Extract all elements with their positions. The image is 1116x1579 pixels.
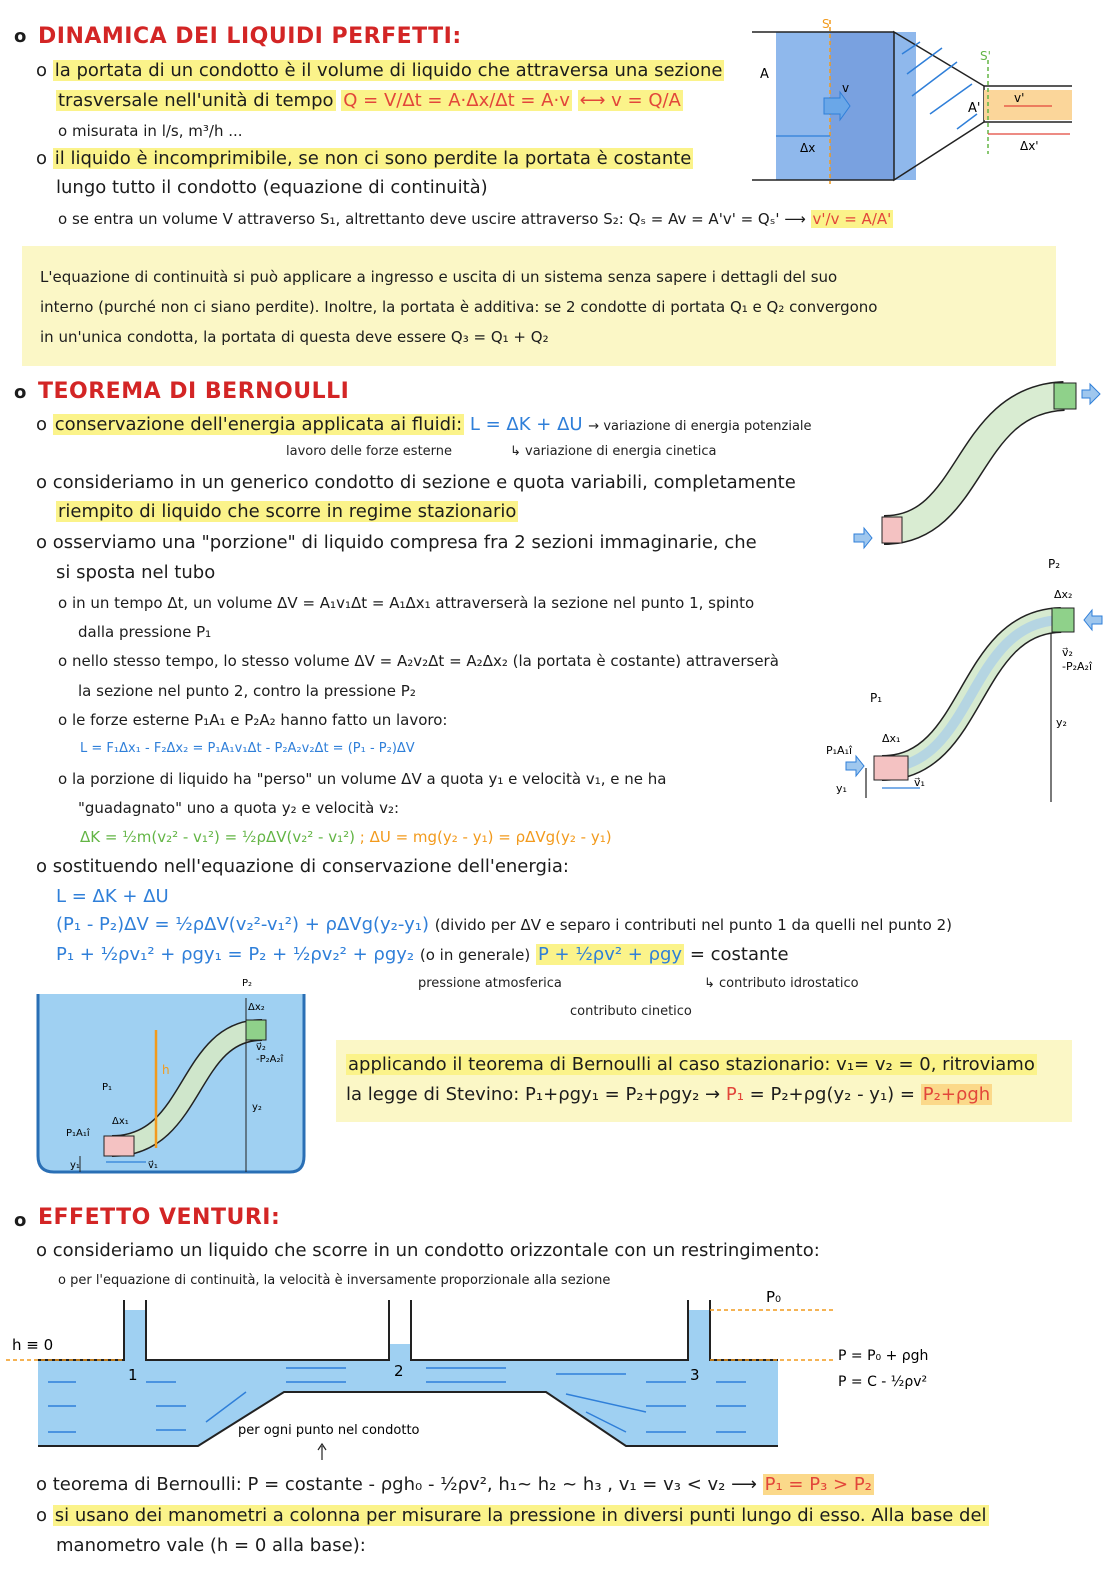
tank-label-p1: P₁	[102, 1082, 113, 1093]
bullet: o	[14, 26, 27, 47]
label-v: v	[842, 81, 850, 95]
heading-venturi: EFFETTO VENTURI:	[38, 1205, 281, 1230]
stevino-result: P₂+ρgh	[922, 1084, 991, 1105]
note-press-atm: pressione atmosferica	[418, 976, 562, 991]
text-portata-1: o la portata di un condotto è il volume di liquido che attraversa una sezione	[36, 60, 723, 81]
text-generico-2: riempito di liquido che scorre in regime stazionario	[58, 501, 517, 522]
text-sostituendo: o sostituendo nell'equazione di conservazione dell'energia:	[36, 856, 569, 877]
tank-label-p2a2: -P₂A₂î	[256, 1054, 284, 1065]
bullet: o	[14, 1210, 27, 1231]
text-box-3: in un'unica condotta, la portata di questa deve essere Q₃ = Q₁ + Q₂	[40, 328, 549, 346]
text-stevino-1: applicando il teorema di Bernoulli al caso stazionario: v₁= v₂ = 0, ritroviamo	[348, 1054, 1035, 1075]
eq-substitution: (P₁ - P₂)ΔV = ½ρΔV(v₂²-v₁²) + ρΔVg(y₂-y₁) (divido per ΔV e separo i contributi nel punto 1 da quelli nel punto 2)	[56, 914, 952, 935]
note-contr-idro: ↳ contributo idrostatico	[704, 976, 859, 991]
text-energia: o conservazione dell'energia applicata ai fluidi: L = ΔK + ΔU → variazione di energia potenziale	[36, 414, 812, 435]
label-dx-prime: Δx'	[1020, 139, 1039, 153]
label-dx: Δx	[800, 141, 816, 155]
eq-energy: L = ΔK + ΔU	[56, 886, 169, 907]
tank-label-v2: v⃗₂	[256, 1042, 266, 1053]
formula-velocita: ⟷ v = Q/A	[579, 90, 681, 111]
label-y1: y₁	[836, 782, 847, 795]
continuity-diagram	[752, 14, 1082, 190]
label-p2a2: -P₂A₂î	[1062, 660, 1093, 673]
heading-dinamica: DINAMICA DEI LIQUIDI PERFETTI:	[38, 24, 462, 49]
text-tempo-1: o in un tempo Δt, un volume ΔV = A₁v₁Δt = A₁Δx₁ attraverserà la sezione nel punto 1, spinto	[58, 594, 755, 612]
label-p1: P₁	[870, 691, 883, 705]
tank-label-dx2: Δx₂	[248, 1002, 265, 1013]
bullet: o	[14, 382, 27, 403]
text-generico-1: o consideriamo in un generico condotto di sezione e quota variabili, completamente	[36, 472, 796, 493]
text-stevino-2: la legge di Stevino: P₁+ρgy₁ = P₂+ρgy₂ → P₁ = P₂+ρg(y₂ - y₁) = P₂+ρgh	[346, 1084, 991, 1105]
tank-label-dx1: Δx₁	[112, 1116, 129, 1127]
label-v1: v⃗₁	[914, 776, 925, 789]
label-p2: P₂	[1048, 557, 1061, 571]
venturi-diagram	[6, 1282, 1016, 1462]
note-contr-cin: contributo cinetico	[570, 1004, 692, 1019]
tank-label-p2: P₂	[242, 978, 253, 989]
label-h0: h ≡ 0	[12, 1336, 54, 1354]
note-cinetica: ↳ variazione di energia cinetica	[510, 444, 717, 459]
text-venturi-mano-1: o si usano dei manometri a colonna per misurare la pressione in diversi punti lungo di esso. Alla base del	[36, 1505, 987, 1526]
label-a: A	[760, 67, 769, 82]
formula-lavoro: L = F₁Δx₁ - F₂Δx₂ = P₁A₁v₁Δt - P₂A₂v₂Δt = (P₁ - P₂)ΔV	[80, 741, 415, 756]
label-p0: P₀	[766, 1288, 782, 1306]
tank-label-p1a1: P₁A₁î	[66, 1128, 90, 1139]
text-incomp-1: o il liquido è incomprimibile, se non ci sono perdite la portata è costante	[36, 148, 692, 169]
text-box-1: L'equazione di continuità si può applicare a ingresso e uscita di un sistema senza sapere i dettagli del suo	[40, 268, 838, 286]
note-lavoro: lavoro delle forze esterne	[286, 444, 453, 459]
tank-label-y1: y₁	[70, 1160, 80, 1171]
text-porzione-2: si sposta nel tubo	[56, 562, 216, 583]
label-dx1: Δx₁	[882, 732, 901, 745]
heading-bernoulli: TEOREMA DI BERNOULLI	[38, 379, 350, 404]
label-p-eq2: P = C - ½ρv²	[838, 1374, 928, 1390]
label-y2: y₂	[1056, 716, 1067, 729]
text-perso-1: o la porzione di liquido ha "perso" un volume ΔV a quota y₁ e velocità v₁, e ne ha	[58, 770, 667, 788]
text-venturi-bern: o teorema di Bernoulli: P = costante - ρgh₀ - ½ρv², h₁~ h₂ ~ h₃ , v₁ = v₃ < v₂ ⟶ P₁ = P₃ > P₂	[36, 1474, 872, 1495]
label-ogni: per ogni punto nel condotto	[238, 1423, 420, 1438]
label-v2: v⃗₂	[1062, 646, 1073, 659]
bernoulli-pipe-diagram	[826, 557, 1106, 810]
text-porzione-1: o osserviamo una "porzione" di liquido compresa fra 2 sezioni immaginarie, che	[36, 532, 757, 553]
label-h: h	[162, 1063, 170, 1077]
eq-bernoulli: P₁ + ½ρv₁² + ρgy₁ = P₂ + ½ρv₂² + ρgy₂ (o in generale) P + ½ρv² + ρgy = costante	[56, 944, 789, 965]
text-portata-2: trasversale nell'unità di tempo Q = V/Δt = A·Δx/Δt = A·v ⟷ v = Q/A	[58, 90, 681, 111]
text-forze: o le forze esterne P₁A₁ e P₂A₂ hanno fatto un lavoro:	[58, 711, 448, 729]
text-stesso-2: la sezione nel punto 2, contro la pressione P₂	[78, 682, 416, 700]
eq-general: P + ½ρv² + ρgy	[537, 944, 683, 965]
text-entra: o se entra un volume V attraverso S₁, altrettanto deve uscire attraverso S₂: Qₛ = Av = A'v' = Qₛ' ⟶ v'/v = A/A'	[58, 210, 892, 228]
label-dx2: Δx₂	[1054, 588, 1073, 601]
label-p-eq1: P = P₀ + ρgh	[838, 1348, 929, 1364]
text-tempo-2: dalla pressione P₁	[78, 623, 212, 641]
formula-dk-du: ΔK = ½m(v₂² - v₁²) = ½ρΔV(v₂² - v₁²) ; ΔU = mg(y₂ - y₁) = ρΔVg(y₂ - y₁)	[80, 828, 612, 846]
text-venturi-cond: o consideriamo un liquido che scorre in un condotto orizzontale con un restringimento:	[36, 1240, 820, 1261]
formula-portata: Q = V/Δt = A·Δx/Δt = A·v	[343, 90, 570, 111]
tank-label-v1: v⃗₁	[148, 1160, 158, 1171]
text-venturi-cont: o per l'equazione di continuità, la velocità è inversamente proporzionale alla sezione	[58, 1273, 611, 1288]
label-s: S	[822, 17, 830, 31]
label-pt2: 2	[394, 1362, 404, 1380]
text-misurata: o misurata in l/s, m³/h ...	[58, 122, 243, 140]
label-p1a1: P₁A₁î	[826, 744, 853, 757]
label-a-prime: A'	[968, 101, 981, 116]
text-box-2: interno (purché non ci siano perdite). Inoltre, la portata è additiva: se 2 condotte di portata Q₁ e Q₂ convergono	[40, 298, 878, 316]
label-v-prime: v'	[1014, 91, 1025, 105]
text-incomp-2: lungo tutto il condotto (equazione di continuità)	[56, 177, 488, 198]
text-venturi-mano-2: manometro vale (h = 0 alla base):	[56, 1535, 366, 1556]
label-pt3: 3	[690, 1366, 700, 1384]
venturi-result: P₁ = P₃ > P₂	[764, 1474, 872, 1495]
text-perso-2: "guadagnato" uno a quota y₂ e velocità v₂:	[78, 799, 400, 817]
tank-diagram	[36, 978, 308, 1176]
label-s-prime: S'	[980, 49, 991, 63]
label-pt1: 1	[128, 1366, 138, 1384]
tank-label-y2: y₂	[252, 1102, 262, 1113]
text-stesso-1: o nello stesso tempo, lo stesso volume ΔV = A₂v₂Δt = A₂Δx₂ (la portata è costante) attraverserà	[58, 652, 779, 670]
ratio-v: v'/v = A/A'	[812, 210, 892, 228]
s-pipe-diagram	[854, 380, 1104, 550]
